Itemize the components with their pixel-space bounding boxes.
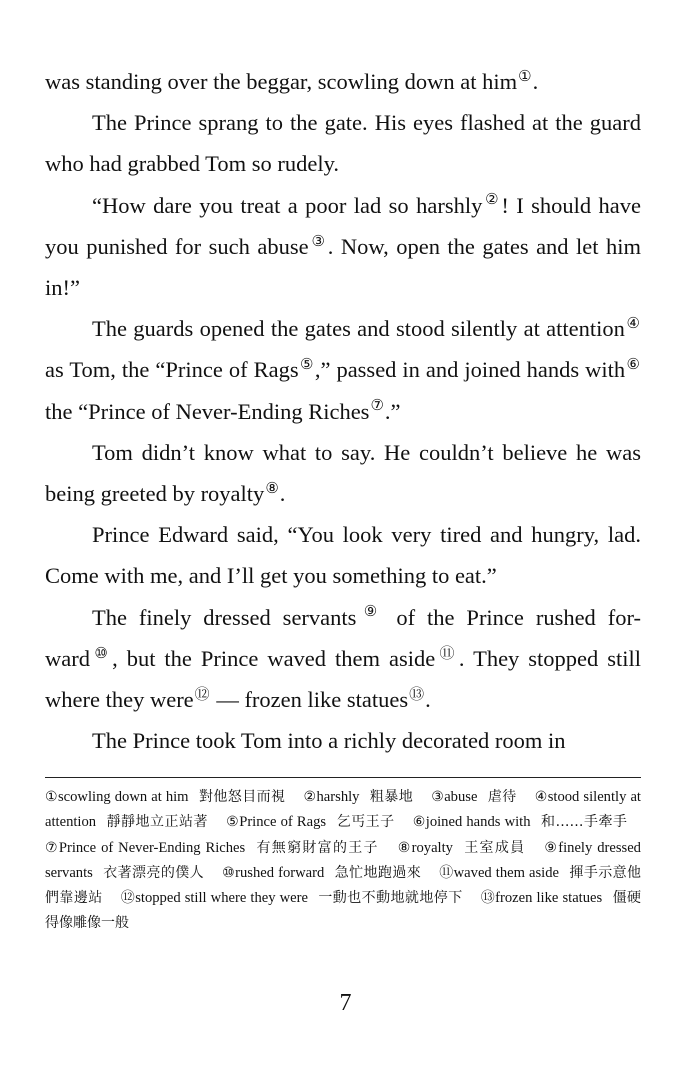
paragraph <box>45 61 641 102</box>
footnote <box>222 865 435 881</box>
footnote-number: ③ <box>431 790 445 805</box>
footnotes <box>45 785 641 937</box>
paragraph-text: Prince Edward said, “You look very tired and hungry, lad. Come with me, and I’ll get you something to eat.” <box>45 522 641 589</box>
footnote-translation: 衣著漂亮的僕人 <box>102 864 205 881</box>
footnote <box>226 814 408 830</box>
footnote-translation: 和……手牽手 <box>540 814 627 831</box>
footnote-term: harshly <box>316 789 360 805</box>
footnote-marker: ① <box>518 68 532 85</box>
footnote-marker: ③ <box>309 233 327 250</box>
footnote-number: ⑬ <box>480 891 496 907</box>
footnote-number: ② <box>303 790 317 805</box>
footnote-term: stopped still where they were <box>135 890 308 907</box>
footnote-marker: ⑬ <box>409 686 425 703</box>
footnote-translation: 乞丐王子 <box>336 814 395 831</box>
footnote-term: Prince of Rags <box>239 814 327 831</box>
footnote-translation: 急忙地跑過來 <box>334 864 422 881</box>
footnote <box>45 840 393 856</box>
paragraph-text: The Prince took Tom into a richly decorated room in <box>92 728 566 754</box>
footnote-marker: ④ <box>625 315 640 332</box>
footnote-term: Prince of Never-Ending Riches <box>58 839 246 856</box>
footnote <box>121 890 477 906</box>
footnote-marker: ⑥ <box>626 357 640 374</box>
paragraph-text: ! I should have you punished for such abuse <box>45 192 641 259</box>
paragraph-text: , but the Prince waved them aside <box>112 645 436 671</box>
footnote-number: ④ <box>534 790 548 805</box>
paragraph-text: of the Prince rushed for-ward <box>45 604 641 671</box>
paragraph-text: as Tom, the “Prince of Rags <box>45 357 299 383</box>
paragraph <box>45 720 641 761</box>
paragraph <box>45 102 641 184</box>
footnote-marker: ② <box>483 192 501 209</box>
footnote-translation: 僵硬得像雕像一般 <box>45 890 642 932</box>
footnote-translation: 王室成員 <box>462 839 526 856</box>
footnote-number: ⑦ <box>45 840 59 856</box>
footnote-term: waved them aside <box>453 864 559 881</box>
footnote-term: rushed forward <box>235 864 325 881</box>
footnote-translation: 粗暴地 <box>369 789 414 805</box>
footnote-number: ⑩ <box>222 865 236 881</box>
paragraph-text: — frozen like statues <box>210 687 409 713</box>
footnote-marker: ⑦ <box>370 398 384 415</box>
footnote-number: ⑤ <box>226 815 240 831</box>
footnote-marker: ⑨ <box>357 604 384 621</box>
footnote-term: joined hands with <box>425 814 531 831</box>
footnote <box>304 789 428 805</box>
paragraph-text: . Now, open the gates and let him in!” <box>45 233 641 301</box>
paragraph-text: ,” passed in and joined hands with <box>314 357 626 383</box>
paragraph-text: . <box>425 687 431 713</box>
footnote-marker: ⑩ <box>90 645 112 662</box>
footnote-number: ⑥ <box>412 815 426 831</box>
footnote-number: ① <box>45 790 58 805</box>
footnote-term: stood silently at attention <box>45 789 641 831</box>
paragraph-text: . They stopped still where they were <box>45 645 641 713</box>
paragraph-text: .” <box>384 398 401 424</box>
footnote-divider <box>45 777 641 778</box>
footnote-marker: ⑧ <box>265 480 279 497</box>
paragraph-text: The Prince sprang to the gate. His eyes flashed at the guard who had grabbed Tom so rudely. <box>45 110 641 177</box>
story-text <box>45 61 641 761</box>
page-number: 7 <box>339 990 352 1016</box>
footnote-translation: 虐待 <box>487 789 517 805</box>
paragraph-text: the “Prince of Never-Ending Riches <box>45 398 370 424</box>
footnote-term: royalty <box>411 839 453 856</box>
paragraph-text: The finely dressed servants <box>92 604 357 630</box>
footnote-term: abuse <box>444 789 478 805</box>
footnote-number: ⑫ <box>120 891 136 907</box>
footnote-term: finely dressed servants <box>45 839 641 881</box>
footnote <box>398 840 540 856</box>
paragraph <box>45 597 641 721</box>
footnote-term: scowling down at him <box>57 789 189 805</box>
paragraph <box>45 432 641 514</box>
paragraph-text: was standing over the beggar, scowling down at him <box>45 69 518 94</box>
footnote-number: ⑨ <box>544 840 559 856</box>
paragraph-text: . <box>532 69 539 94</box>
footnote-marker: ⑪ <box>436 645 458 662</box>
paragraph-text: Tom didn’t know what to say. He couldn’t believe he was being greeted by royalty <box>45 439 641 507</box>
paragraph <box>45 185 641 309</box>
footnote-number: ⑪ <box>439 865 454 881</box>
footnote <box>45 789 299 805</box>
footnote <box>431 789 530 805</box>
paragraph <box>45 514 641 596</box>
footnote-marker: ⑤ <box>299 357 314 374</box>
footnote-number: ⑧ <box>397 840 412 856</box>
footnote <box>413 814 641 830</box>
paragraph <box>45 308 641 432</box>
footnote-term: frozen like statues <box>495 890 603 907</box>
footnote-marker: ⑫ <box>194 686 210 703</box>
footnote-translation: 一動也不動地就地停下 <box>317 890 463 907</box>
paragraph-text: “How dare you treat a poor lad so harshly <box>92 192 483 218</box>
footnote-translation: 揮手示意他們靠邊站 <box>45 864 642 907</box>
paragraph-text: The guards opened the gates and stood silently at attention <box>92 316 625 342</box>
footnote-translation: 靜靜地立正站著 <box>106 814 209 831</box>
footnote-translation: 對他怒目而視 <box>198 789 286 805</box>
paragraph-text: . <box>279 481 286 507</box>
footnote-translation: 有無窮財富的王子 <box>255 839 379 856</box>
